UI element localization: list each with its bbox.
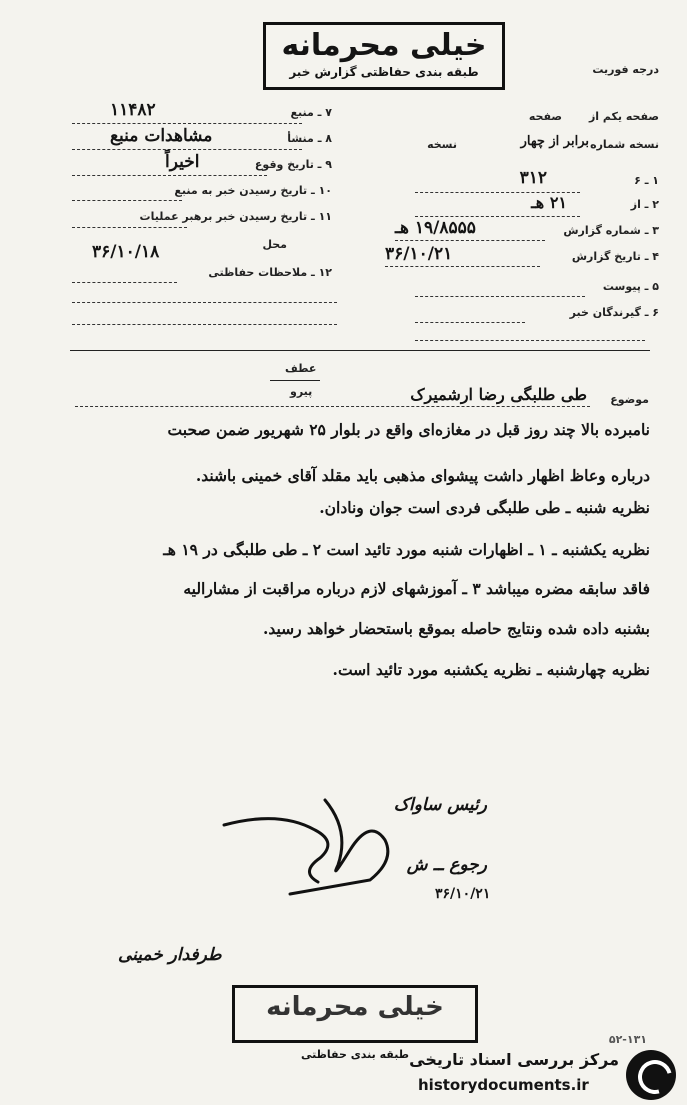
report-number-value: ۱۹/۸۵۵۵ هـ <box>395 218 476 238</box>
subject-line <box>75 406 590 407</box>
priority-label: درجه فوریت <box>592 63 659 76</box>
copy-number-label: نسخه شماره <box>590 138 659 151</box>
field-origin-label: ۸ ـ منشأ <box>287 132 332 145</box>
bottom-classification-stamp <box>232 985 478 1061</box>
bottom-stamp-subtitle: طبقه بندی حفاظتی <box>300 1048 410 1061</box>
field-source-label: ۷ ـ منبع <box>290 106 332 119</box>
field-1-6-value: ۳۱۲ <box>519 168 547 188</box>
remarks-label: ۱۲ ـ ملاحظات حفاظتی <box>208 266 332 279</box>
report-date-value: ۳۶/۱۰/۲۱ <box>385 244 453 264</box>
section-divider <box>70 350 650 351</box>
field-source-line <box>72 123 302 124</box>
report-number-line <box>395 240 545 241</box>
attachment-label: ۵ ـ پیوست <box>602 280 659 293</box>
report-date-line <box>385 266 540 267</box>
bottom-stamp-text: خیلی محرمانه <box>266 992 444 1022</box>
field-1-6-label: ۱ ـ ۶ <box>634 174 659 187</box>
watermark-logo-icon <box>626 1050 676 1100</box>
place-label: محل <box>262 238 287 251</box>
signature-date: ۳۶/۱۰/۲۱ <box>435 886 491 902</box>
reference-divider <box>270 380 320 381</box>
recipients-label: ۶ ـ گیرندگان خبر <box>569 306 659 319</box>
field-origin-line <box>72 149 302 150</box>
footer-code: ۵۲-۱۳۱ <box>608 1033 647 1046</box>
body-line-6: بشنبه داده شده ونتایج حاصله بموقع باستحضار خواهد رسید. <box>262 619 650 638</box>
attachment-line <box>415 296 585 297</box>
margin-note: طرفدار خمینی <box>118 945 222 965</box>
field-received-source-line <box>72 200 182 201</box>
field-occurrence-value: اخیراً <box>165 152 200 172</box>
copy-number-value: برابر از چهار <box>520 134 589 149</box>
field-origin-value: مشاهدات منبع <box>110 126 213 146</box>
page-suffix: صفحه <box>528 110 562 123</box>
report-number-label: ۳ ـ شماره گزارش <box>563 224 659 237</box>
watermark-url: historydocuments.ir <box>418 1076 589 1094</box>
report-date-label: ۴ ـ تاریخ گزارش <box>571 250 659 263</box>
body-line-3: نظریه شنبه ـ طی طلبگی فردی است جوان ونادان. <box>319 498 650 517</box>
copy-suffix: نسخه <box>427 138 457 151</box>
recipients-line-1 <box>415 322 525 323</box>
field-occurrence-line <box>72 175 267 176</box>
field-received-operations-label: ۱۱ ـ تاریخ رسیدن خبر برهبر عملیات <box>139 210 332 223</box>
body-line-1: نامبرده بالا چند روز قبل در مغازه‌ای واقع در بلوار ۲۵ شهریور ضمن صحبت <box>167 420 650 439</box>
subject-label: موضوع <box>610 393 649 406</box>
field-from-line <box>415 216 580 217</box>
signature-line-2: رجوع ــ ش <box>406 855 487 875</box>
place-date-value: ۳۶/۱۰/۱۸ <box>92 242 160 262</box>
body-line-5: فاقد سابقه مضره میباشد ۳ ـ آموزشهای لازم درباره مراقبت از مشارالیه <box>183 579 650 598</box>
recipients-line-2 <box>415 340 645 341</box>
body-line-2: درباره وعاظ اظهار داشت پیشوای مذهبی باید مقلد آقای خمینی باشند. <box>195 466 650 485</box>
body-line-4: نظریه یکشنبه ـ ۱ ـ اظهارات شنبه مورد تائید است ۲ ـ طی طلبگی در ۱۹ هـ <box>163 540 650 559</box>
stamp-subtitle: طبقه بندی حفاظتی گزارش خبر <box>289 65 479 79</box>
field-received-source-label: ۱۰ ـ تاریخ رسیدن خبر به منبع <box>174 184 332 197</box>
remarks-line-3 <box>72 324 337 325</box>
body-line-7: نظریه چهارشنبه ـ نظریه یکشنبه مورد تائید است. <box>332 660 650 679</box>
field-received-operations-line <box>72 227 187 228</box>
field-from-label: ۲ ـ از <box>630 198 659 211</box>
field-from-value: ۲۱ هـ <box>531 193 567 212</box>
classification-stamp <box>263 22 505 90</box>
field-source-value: ۱۱۴۸۲ <box>110 100 156 120</box>
reference-atf-label: عطف <box>285 362 317 375</box>
field-occurrence-label: ۹ ـ تاریخ وقوع <box>254 158 332 171</box>
signature-line-1: رئیس ساواک <box>393 795 487 815</box>
stamp-classification-text: خیلی محرمانه <box>281 28 487 63</box>
subject-value: طی طلبگی رضا ارشمیرک <box>410 385 587 404</box>
handwritten-signature <box>220 790 420 900</box>
watermark-name: مرکز بررسی اسناد تاریخی <box>409 1050 619 1069</box>
remarks-line-2 <box>72 302 337 303</box>
remarks-line-1 <box>72 282 177 283</box>
page-of-label: صفحه یکم از <box>588 110 659 123</box>
reference-peyro-label: پیرو <box>290 385 313 398</box>
